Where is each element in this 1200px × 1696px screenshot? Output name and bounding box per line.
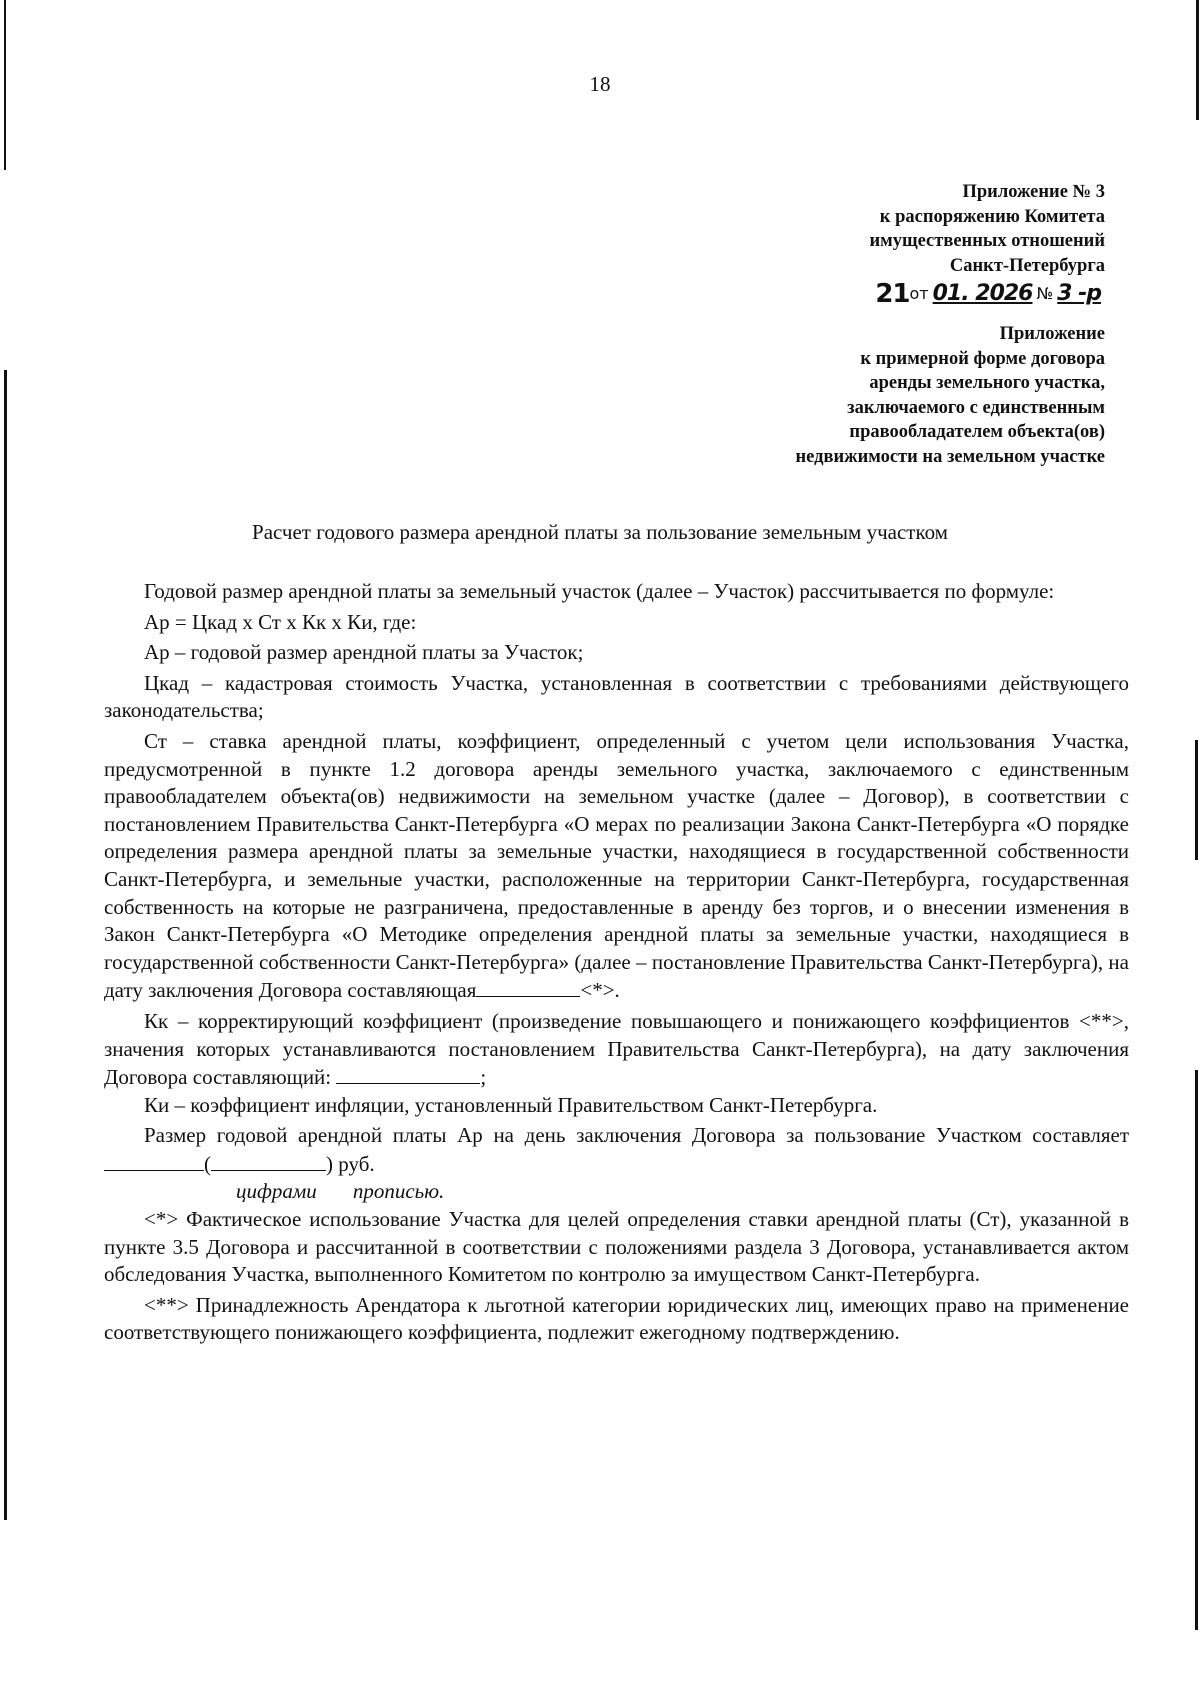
definition-kk-end: ; bbox=[480, 1065, 487, 1090]
sub-header-line: аренды земельного участка, bbox=[869, 373, 1105, 393]
document-body bbox=[104, 578, 1129, 1347]
number-sign: № bbox=[1036, 283, 1054, 303]
definition-tskad: Цкад – кадастровая стоимость Участка, установленная в соответствии с требованиями действующего законодательства; bbox=[104, 670, 1129, 723]
footnote-2: <**> Принадлежность Арендатора к льготной категории юридических лиц, имеющих право на применение соответствующего понижающего коэффициента, подлежит ежегодному подтверждению. bbox=[104, 1292, 1129, 1345]
sub-header-line: правообладателем объекта(ов) bbox=[849, 422, 1105, 442]
sub-header-line: заключаемого с единственным bbox=[847, 397, 1105, 418]
blank-captions bbox=[104, 1178, 1129, 1206]
appendix-header bbox=[869, 180, 1105, 309]
definition-kk bbox=[104, 1008, 1129, 1092]
definition-ar: Ар – годовой размер арендной платы за Участок; bbox=[144, 640, 584, 665]
definition-st-text: Ст – ставка арендной платы, коэффициент, определенный с учетом цели использования Участка, предусмотренной в пункте 1.2 договора аренды земельного участка, заключаемого с единственным правообладателем объекта(ов) недвижимости на земельном участке (далее – Договор), в соответствии с постановлением Правительства Санкт-Петербурга «О мерах по реализации Закона Санкт-Петербурга «О порядке определения размера арендной платы за земельные участки, находящиеся в государственной собственности Санкт-Петербурга, и земельные участки, расположенные на территории Санкт-Петербурга, государственная собственность на которые не разграничена, предоставленные в аренду без торгов, и о внесении изменения в Закон Санкт-Петербурга «О Методике определения арендной платы за земельные участки, находящиеся в государственной собственности Санкт-Петербурга» (далее – постановление Правительства Санкт-Петербурга), на дату заключения Договора составляющая bbox=[104, 728, 1129, 1003]
page-number: 18 bbox=[589, 72, 611, 96]
handwritten-number: 3 -р bbox=[1057, 280, 1101, 306]
kk-value-blank bbox=[336, 1063, 480, 1084]
sub-header bbox=[796, 322, 1105, 469]
definition-ki: Ки – коэффициент инфляции, установленный Правительством Санкт-Петербурга. bbox=[144, 1092, 878, 1117]
handwritten-day: 21 bbox=[875, 278, 910, 309]
appendix-header-line: Приложение № 3 bbox=[962, 182, 1105, 202]
definition-st bbox=[104, 728, 1129, 1005]
handwritten-date-number bbox=[869, 274, 1105, 309]
st-value-blank bbox=[476, 976, 580, 997]
rent-size-paragraph bbox=[104, 1122, 1129, 1178]
rent-digits-blank bbox=[104, 1150, 204, 1171]
rent-size-end: ) руб. bbox=[326, 1151, 375, 1176]
handwritten-date: 01. 2026 bbox=[932, 280, 1033, 306]
sub-header-line: недвижимости на земельном участке bbox=[795, 446, 1105, 467]
definition-kk-text: Кк – корректирующий коэффициент (произведение повышающего и понижающего коэффициентов <**>, значения которых устанавливаются постановлением Правительства Санкт-Петербурга), на дату заключения Договора составляющий: bbox=[104, 1008, 1129, 1090]
scan-margin-mark bbox=[1195, 1070, 1198, 1630]
rent-words-blank bbox=[211, 1150, 326, 1171]
definition-st-end: <*>. bbox=[580, 978, 620, 1003]
document-title: Расчет годового размера арендной платы за пользование земельным участком bbox=[252, 520, 948, 544]
caption-digits: цифрами bbox=[236, 1179, 317, 1204]
footnote-1: <*> Фактическое использование Участка для целей определения ставки арендной платы (Ст), указанной в пункте 3.5 Договора и рассчитанной в соответствии с положениями раздела 3 Договора, устанавливается актом обследования Участка, выполненного Комитетом по контролю за имуществом Санкт-Петербурга. bbox=[104, 1207, 1129, 1287]
appendix-header-line: к распоряжению Комитета bbox=[879, 206, 1105, 227]
caption-words: прописью. bbox=[352, 1179, 445, 1204]
rent-size-open: ( bbox=[204, 1151, 211, 1176]
intro-paragraph: Годовой размер арендной платы за земельный участок (далее – Участок) рассчитывается по формуле: bbox=[144, 579, 1055, 603]
appendix-header-line: Санкт-Петербурга bbox=[949, 255, 1105, 276]
from-word: от bbox=[909, 283, 929, 303]
scan-margin-mark bbox=[1195, 740, 1198, 860]
sub-header-line: Приложение bbox=[999, 324, 1105, 344]
sub-header-line: к примерной форме договора bbox=[860, 348, 1105, 369]
appendix-header-line: имущественных отношений bbox=[869, 231, 1105, 251]
scan-margin-mark bbox=[1196, 0, 1199, 120]
rent-size-text: Размер годовой арендной платы Ар на день заключения Договора за пользование Участком составляет bbox=[144, 1123, 1129, 1148]
formula: Ар = Цкад х Ст х Кк х Ки, где: bbox=[144, 609, 417, 634]
